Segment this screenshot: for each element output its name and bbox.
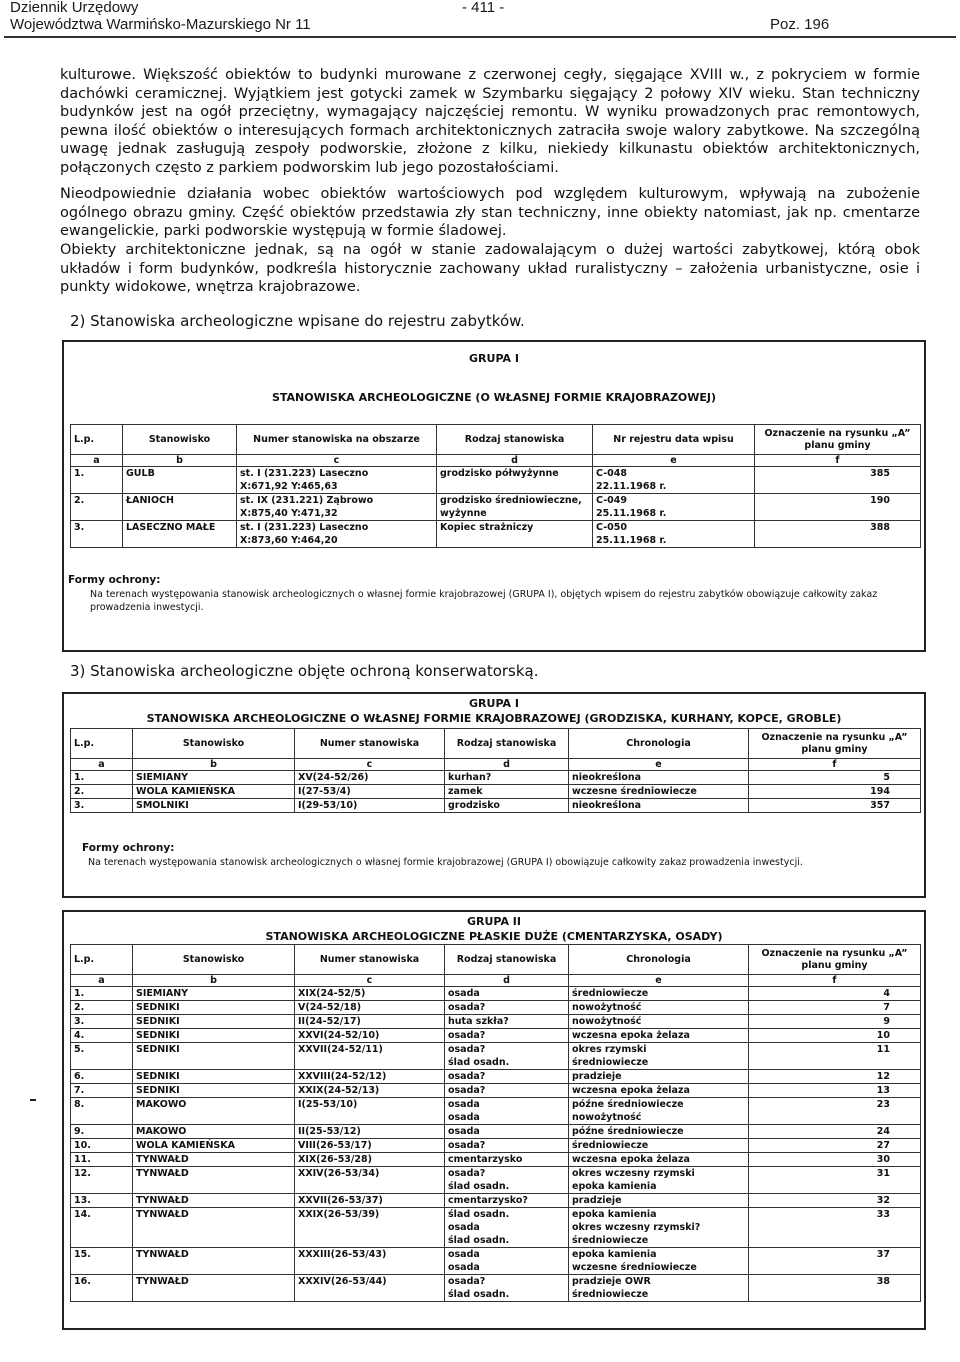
cell-lp: 15. [71, 1248, 133, 1275]
table-row [71, 1167, 921, 1194]
paragraph-2: Nieodpowiednie działania wobec obiektów wartościowych pod względem kulturowym, wpływają na zubożenie ogólnego obrazu gminy. Część obiektów przedstawia zły stan techniczny, inne obiekty natomiast, jak np. cmentarze ewangelickie, parki podworskie występują w formie śladowej. [60, 186, 920, 240]
forms-title: Formy ochrony: [82, 842, 175, 854]
cell-type: osada? [445, 1001, 569, 1015]
cell-chronology: średniowiecze [569, 1139, 749, 1153]
table-row [71, 785, 921, 799]
table-row [71, 987, 921, 1001]
cell-chronology: okres wczesny rzymski epoka kamienia [569, 1167, 749, 1194]
col-register: Nr rejestru data wpisu [593, 425, 755, 455]
cell-type: osada? [445, 1084, 569, 1098]
table-row [71, 1208, 921, 1248]
table-row [71, 1015, 921, 1029]
col-plan-mark: Oznaczenie na rysunku „A” planu gminy [749, 945, 921, 975]
section-2-title: STANOWISKA ARCHEOLOGICZNE (O WŁASNEJ FORMIE KRAJOBRAZOWEJ) [271, 391, 717, 404]
cell-plan-mark: 31 [749, 1167, 921, 1194]
letter: c [295, 975, 445, 987]
table-row [71, 1125, 921, 1139]
cell-lp: 16. [71, 1275, 133, 1302]
cell-number: XXVIII(24-52/12) [295, 1070, 445, 1084]
page-number: - 411 - [462, 0, 505, 16]
cell-plan-mark: 24 [749, 1125, 921, 1139]
cell-lp: 3. [71, 521, 123, 548]
cell-lp: 1. [71, 771, 133, 785]
cell-plan-mark: 30 [749, 1153, 921, 1167]
cell-lp: 14. [71, 1208, 133, 1248]
cell-lp: 11. [71, 1153, 133, 1167]
cell-site: WOLA KAMIEŃSKA [133, 1139, 295, 1153]
cell-chronology: wczesna epoka żelaza [569, 1084, 749, 1098]
table-row [71, 1248, 921, 1275]
letter: b [133, 975, 295, 987]
letter: d [437, 455, 593, 467]
table-row [71, 467, 921, 494]
cell-site: TYNWAŁD [133, 1248, 295, 1275]
table-row [71, 799, 921, 813]
cell-type: osada? [445, 1139, 569, 1153]
cell-lp: 1. [71, 987, 133, 1001]
cell-plan-mark: 23 [749, 1098, 921, 1125]
cell-type: grodzisko półwyżynne [437, 467, 593, 494]
cell-lp: 10. [71, 1139, 133, 1153]
header-divider [4, 36, 956, 38]
col-plan-mark: Oznaczenie na rysunku „A” planu gminy [755, 425, 921, 455]
letter: d [445, 759, 569, 771]
cell-site: SEDNIKI [133, 1029, 295, 1043]
table-row [71, 1001, 921, 1015]
forms-text: Na terenach występowania stanowisk archeologicznych o własnej formie krajobrazowej (GRUPA I) obowiązuje całkowity zakaz prowadzenia inwestycji. [88, 857, 803, 868]
forms-title: Formy ochrony: [68, 574, 161, 586]
cell-plan-mark: 13 [749, 1084, 921, 1098]
cell-site: SEDNIKI [133, 1084, 295, 1098]
letter: c [295, 759, 445, 771]
cell-site: SIEMIANY [133, 987, 295, 1001]
cell-chronology: nieokreślona [569, 799, 749, 813]
cell-number: XIX(24-52/5) [295, 987, 445, 1001]
cell-type: osada? ślad osadn. [445, 1043, 569, 1070]
cell-lp: 2. [71, 494, 123, 521]
paragraph-1: kulturowe. Większość obiektów to budynki murowane z czerwonej cegły, sięgające XVIII w., z pokryciem w formie dachówki ceramicznej. Wyjątkiem jest gotycki zamek w Szymbarku sięgający 2 połowy XIV wieku. Stan techniczny budynków jest na ogół przeciętny, wymagający najczęściej remontu. W wyniku prowadzonych prac remontowych, pewna ilość obiektów o interesujących formach architektonicznych zatraciła swoje walory zabytkowe. Na szczególną uwagę jednak zasługują zespoły podworskie, złożone z kilku, niekiedy kilkunastu obiektów architektonicznych, połączonych często z parkiem podworskim lub jego pozostałościami. [60, 67, 920, 176]
cell-chronology: okres rzymski średniowiecze [569, 1043, 749, 1070]
cell-number: XXIX(26-53/39) [295, 1208, 445, 1248]
cell-plan-mark: 33 [749, 1208, 921, 1248]
cell-plan-mark: 10 [749, 1029, 921, 1043]
cell-type: osada osada [445, 1098, 569, 1125]
table-row [71, 494, 921, 521]
cell-plan-mark: 388 [755, 521, 921, 548]
letter: c [237, 455, 437, 467]
journal-title: Dziennik Urzędowy [10, 0, 139, 16]
letter: e [569, 975, 749, 987]
cell-site: TYNWAŁD [133, 1167, 295, 1194]
cell-chronology: pradzieje [569, 1194, 749, 1208]
col-plan-mark: Oznaczenie na rysunku „A” planu gminy [749, 729, 921, 759]
section-2-forms [68, 574, 908, 614]
cell-number: XXIV(26-53/34) [295, 1167, 445, 1194]
col-type: Rodzaj stanowiska [437, 425, 593, 455]
cell-plan-mark: 27 [749, 1139, 921, 1153]
col-lp: L.p. [71, 945, 133, 975]
table-row [71, 1275, 921, 1302]
cell-number: st. I (231.223) Laseczno X:671,92 Y:465,63 [237, 467, 437, 494]
cell-type: cmentarzysko? [445, 1194, 569, 1208]
cell-type: osada [445, 1125, 569, 1139]
cell-type: Kopiec strażniczy [437, 521, 593, 548]
cell-site: SEDNIKI [133, 1015, 295, 1029]
cell-type: osada? [445, 1029, 569, 1043]
cell-chronology: C-049 25.11.1968 r. [593, 494, 755, 521]
cell-plan-mark: 357 [749, 799, 921, 813]
letter: a [71, 975, 133, 987]
cell-plan-mark: 38 [749, 1275, 921, 1302]
cell-site: TYNWAŁD [133, 1208, 295, 1248]
position-number: Poz. 196 [770, 16, 830, 33]
cell-site: TYNWAŁD [133, 1153, 295, 1167]
section-3-group-2-title: STANOWISKA ARCHEOLOGICZNE PŁASKIE DUŻE (CMENTARZYSKA, OSADY) [265, 930, 723, 943]
table-row [71, 1043, 921, 1070]
cell-type: cmentarzysko [445, 1153, 569, 1167]
cell-plan-mark: 4 [749, 987, 921, 1001]
cell-chronology: epoka kamienia okres wczesny rzymski? średniowiecze [569, 1208, 749, 1248]
table-row [71, 771, 921, 785]
section-3-heading: 3) Stanowiska archeologiczne objęte ochroną konserwatorską. [70, 662, 539, 680]
table-row [71, 521, 921, 548]
paragraph-3: Obiekty architektoniczne jednak, są na ogół w stanie zadowalającym o dużej wartości zabytkowej, którą obok układów i form budynków, podkreśla historycznie zachowany układ ruralistyczny – założenia urbanistyczne, osie i punkty widokowe, wnętrza krajobrazowe. [60, 242, 920, 296]
col-chronology: Chronologia [569, 945, 749, 975]
col-lp: L.p. [71, 729, 133, 759]
table-row [71, 1029, 921, 1043]
col-number: Numer stanowiska [295, 729, 445, 759]
cell-type: osada? ślad osadn. [445, 1275, 569, 1302]
cell-number: I(27-53/4) [295, 785, 445, 799]
cell-type: osada [445, 987, 569, 1001]
table-row [71, 1194, 921, 1208]
cell-lp: 5. [71, 1043, 133, 1070]
cell-number: XXIX(24-52/13) [295, 1084, 445, 1098]
col-site: Stanowisko [123, 425, 237, 455]
cell-chronology: nieokreślona [569, 771, 749, 785]
table-row [71, 1139, 921, 1153]
cell-number: XXVII(26-53/37) [295, 1194, 445, 1208]
col-type: Rodzaj stanowiska [445, 729, 569, 759]
cell-number: XXXIII(26-53/43) [295, 1248, 445, 1275]
cell-type: zamek [445, 785, 569, 799]
cell-number: I(29-53/10) [295, 799, 445, 813]
section-3-group-1-label: GRUPA I [469, 697, 519, 710]
cell-plan-mark: 385 [755, 467, 921, 494]
col-site: Stanowisko [133, 729, 295, 759]
cell-lp: 12. [71, 1167, 133, 1194]
cell-plan-mark: 7 [749, 1001, 921, 1015]
cell-number: XV(24-52/26) [295, 771, 445, 785]
letter: a [71, 759, 133, 771]
letter: e [569, 759, 749, 771]
cell-lp: 3. [71, 799, 133, 813]
cell-lp: 6. [71, 1070, 133, 1084]
cell-site: SIEMIANY [133, 771, 295, 785]
cell-chronology: C-050 25.11.1968 r. [593, 521, 755, 548]
cell-plan-mark: 190 [755, 494, 921, 521]
letter: d [445, 975, 569, 987]
col-site: Stanowisko [133, 945, 295, 975]
cell-number: st. I (231.223) Laseczno X:873,60 Y:464,20 [237, 521, 437, 548]
cell-type: grodzisko [445, 799, 569, 813]
cell-chronology: pradzieje [569, 1070, 749, 1084]
voivodeship-title: Województwa Warmińsko-Mazurskiego Nr 11 [10, 16, 311, 33]
cell-number: II(25-53/12) [295, 1125, 445, 1139]
cell-site: SEDNIKI [133, 1043, 295, 1070]
cell-chronology: wczesne średniowiecze [569, 785, 749, 799]
letter: b [133, 759, 295, 771]
cell-chronology: średniowiecze [569, 987, 749, 1001]
cell-chronology: późne średniowiecze [569, 1125, 749, 1139]
col-number: Numer stanowiska na obszarze [237, 425, 437, 455]
cell-lp: 7. [71, 1084, 133, 1098]
cell-chronology: późne średniowiecze nowożytność [569, 1098, 749, 1125]
forms-text: Na terenach występowania stanowisk archeologicznych o własnej formie krajobrazowej (GRUPA I), objętych wpisem do rejestru zabytków obowiązuje całkowity zakaz prowadzenia inwestycji. [90, 589, 878, 613]
letter: b [123, 455, 237, 467]
cell-type: osada osada [445, 1248, 569, 1275]
cell-number: V(24-52/18) [295, 1001, 445, 1015]
protected-sites-group-1-table [70, 728, 921, 813]
cell-type: huta szkła? [445, 1015, 569, 1029]
page-header [10, 0, 950, 36]
cell-number: st. IX (231.221) Ząbrowo X:875,40 Y:471,32 [237, 494, 437, 521]
cell-site: MAKOWO [133, 1098, 295, 1125]
cell-type: osada? [445, 1070, 569, 1084]
section-2-heading: 2) Stanowiska archeologiczne wpisane do rejestru zabytków. [70, 312, 525, 330]
cell-site: MAKOWO [133, 1125, 295, 1139]
col-chronology: Chronologia [569, 729, 749, 759]
cell-chronology: nowożytność [569, 1015, 749, 1029]
col-type: Rodzaj stanowiska [445, 945, 569, 975]
table-row [71, 1098, 921, 1125]
section-3-group-1-forms [82, 842, 902, 869]
cell-plan-mark: 9 [749, 1015, 921, 1029]
section-3-group-1-title: STANOWISKA ARCHEOLOGICZNE O WŁASNEJ FORMIE KRAJOBRAZOWEJ (GRODZISKA, KURHANY, KOPCE, GROBLE) [146, 712, 842, 725]
cell-number: XIX(26-53/28) [295, 1153, 445, 1167]
cell-chronology: wczesna epoka żelaza [569, 1029, 749, 1043]
cell-lp: 2. [71, 785, 133, 799]
table-row [71, 1153, 921, 1167]
cell-lp: 13. [71, 1194, 133, 1208]
cell-chronology: wczesna epoka żelaza [569, 1153, 749, 1167]
letter: f [749, 759, 921, 771]
table-row [71, 1084, 921, 1098]
cell-plan-mark: 194 [749, 785, 921, 799]
cell-type: kurhan? [445, 771, 569, 785]
table-row [71, 1070, 921, 1084]
cell-site: GULB [123, 467, 237, 494]
cell-site: ŁANIOCH [123, 494, 237, 521]
cell-number: XXXIV(26-53/44) [295, 1275, 445, 1302]
cell-number: I(25-53/10) [295, 1098, 445, 1125]
col-number: Numer stanowiska [295, 945, 445, 975]
cell-chronology: pradzieje OWR średniowiecze [569, 1275, 749, 1302]
registered-sites-table [70, 424, 921, 548]
cell-plan-mark: 5 [749, 771, 921, 785]
cell-lp: 4. [71, 1029, 133, 1043]
cell-chronology: C-048 22.11.1968 r. [593, 467, 755, 494]
cell-lp: 2. [71, 1001, 133, 1015]
cell-lp: 3. [71, 1015, 133, 1029]
cell-type: ślad osadn. osada ślad osadn. [445, 1208, 569, 1248]
cell-number: XXVII(24-52/11) [295, 1043, 445, 1070]
cell-plan-mark: 37 [749, 1248, 921, 1275]
cell-site: TYNWAŁD [133, 1194, 295, 1208]
cell-site: SEDNIKI [133, 1001, 295, 1015]
cell-type: grodzisko średniowieczne, wyżynne [437, 494, 593, 521]
margin-mark [30, 1099, 36, 1101]
cell-lp: 9. [71, 1125, 133, 1139]
col-lp: L.p. [71, 425, 123, 455]
cell-plan-mark: 12 [749, 1070, 921, 1084]
cell-chronology: nowożytność [569, 1001, 749, 1015]
cell-lp: 8. [71, 1098, 133, 1125]
cell-site: LASECZNO MAŁE [123, 521, 237, 548]
cell-type: osada? ślad osadn. [445, 1167, 569, 1194]
cell-site: TYNWAŁD [133, 1275, 295, 1302]
cell-plan-mark: 32 [749, 1194, 921, 1208]
cell-site: WOLA KAMIEŃSKA [133, 785, 295, 799]
protected-sites-group-2-table [70, 944, 921, 1302]
section-2-group: GRUPA I [469, 352, 519, 365]
cell-number: II(24-52/17) [295, 1015, 445, 1029]
cell-number: XXVI(24-52/10) [295, 1029, 445, 1043]
cell-lp: 1. [71, 467, 123, 494]
cell-number: VIII(26-53/17) [295, 1139, 445, 1153]
letter: a [71, 455, 123, 467]
letter: f [749, 975, 921, 987]
cell-site: SMOLNIKI [133, 799, 295, 813]
cell-plan-mark: 11 [749, 1043, 921, 1070]
letter: e [593, 455, 755, 467]
cell-site: SEDNIKI [133, 1070, 295, 1084]
section-3-group-2-label: GRUPA II [466, 915, 521, 928]
cell-chronology: epoka kamienia wczesne średniowiecze [569, 1248, 749, 1275]
letter: f [755, 455, 921, 467]
